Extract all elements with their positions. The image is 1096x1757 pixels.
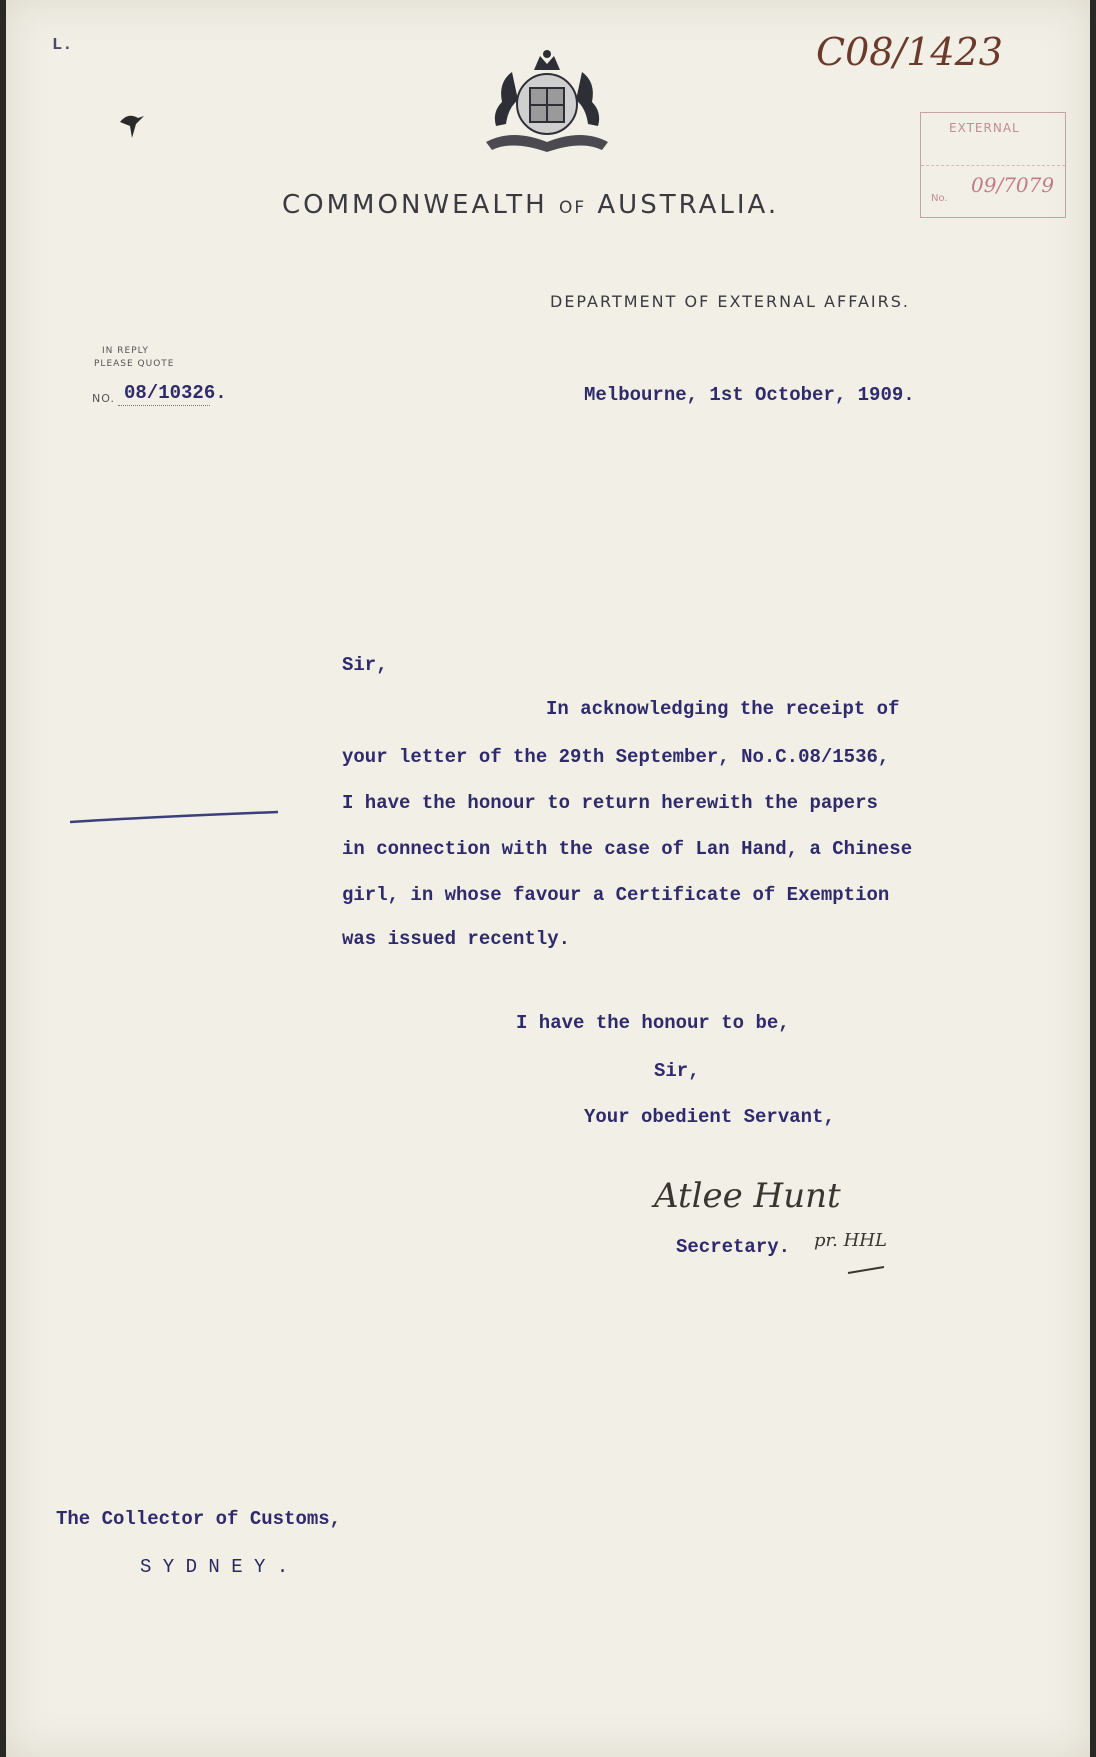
letterhead-country: COMMONWEALTH: [282, 190, 548, 220]
letterhead-country2: AUSTRALIA.: [597, 190, 780, 220]
signature: Atlee Hunt: [654, 1176, 841, 1216]
reply-line-2: PLEASE QUOTE: [94, 359, 175, 369]
reply-number: 08/10326.: [124, 382, 227, 404]
place-date: Melbourne, 1st October, 1909.: [584, 384, 915, 406]
addressee-line-2: S Y D N E Y .: [140, 1556, 289, 1578]
letterhead-of: OF: [558, 198, 587, 218]
signatory-title: Secretary.: [676, 1236, 791, 1258]
body-line: in connection with the case of Lan Hand, a Chinese: [342, 838, 913, 860]
body-line: your letter of the 29th September, No.C.08/1536,: [342, 746, 890, 768]
body-line: In acknowledging the receipt of: [546, 698, 900, 720]
stamp-no-label: No.: [931, 193, 948, 204]
addressee-line-1: The Collector of Customs,: [56, 1508, 342, 1530]
file-annotation: C08/1423: [816, 30, 1003, 74]
department-name: DEPARTMENT OF EXTERNAL AFFAIRS.: [550, 292, 910, 311]
title-annotation: pr. HHL: [814, 1230, 887, 1251]
reply-no-label: NO.: [92, 392, 115, 405]
closing-line-3: Your obedient Servant,: [584, 1106, 835, 1128]
body-line: I have the honour to return herewith the papers: [342, 792, 878, 814]
stamp-top-text: EXTERNAL: [949, 121, 1020, 135]
reply-line-1: IN REPLY: [102, 346, 149, 356]
reply-number-rule: [118, 405, 210, 406]
registry-stamp: [920, 112, 1066, 218]
letter-page: [6, 0, 1090, 1757]
page-marker: L.: [52, 36, 73, 55]
closing-line-1: I have the honour to be,: [516, 1012, 790, 1034]
title-underline-stroke: [846, 1262, 886, 1272]
stamp-number: 09/7079: [971, 173, 1055, 197]
coat-of-arms-emblem: [472, 42, 622, 158]
closing-line-2: Sir,: [654, 1060, 700, 1082]
stamp-divider: [921, 165, 1065, 166]
salutation: Sir,: [342, 654, 388, 676]
body-line: girl, in whose favour a Certificate of Exemption: [342, 884, 890, 906]
margin-pen-stroke: [68, 808, 280, 828]
punch-hole-mark: [118, 112, 134, 124]
letterhead-title: [282, 190, 779, 220]
body-line: was issued recently.: [342, 928, 571, 950]
